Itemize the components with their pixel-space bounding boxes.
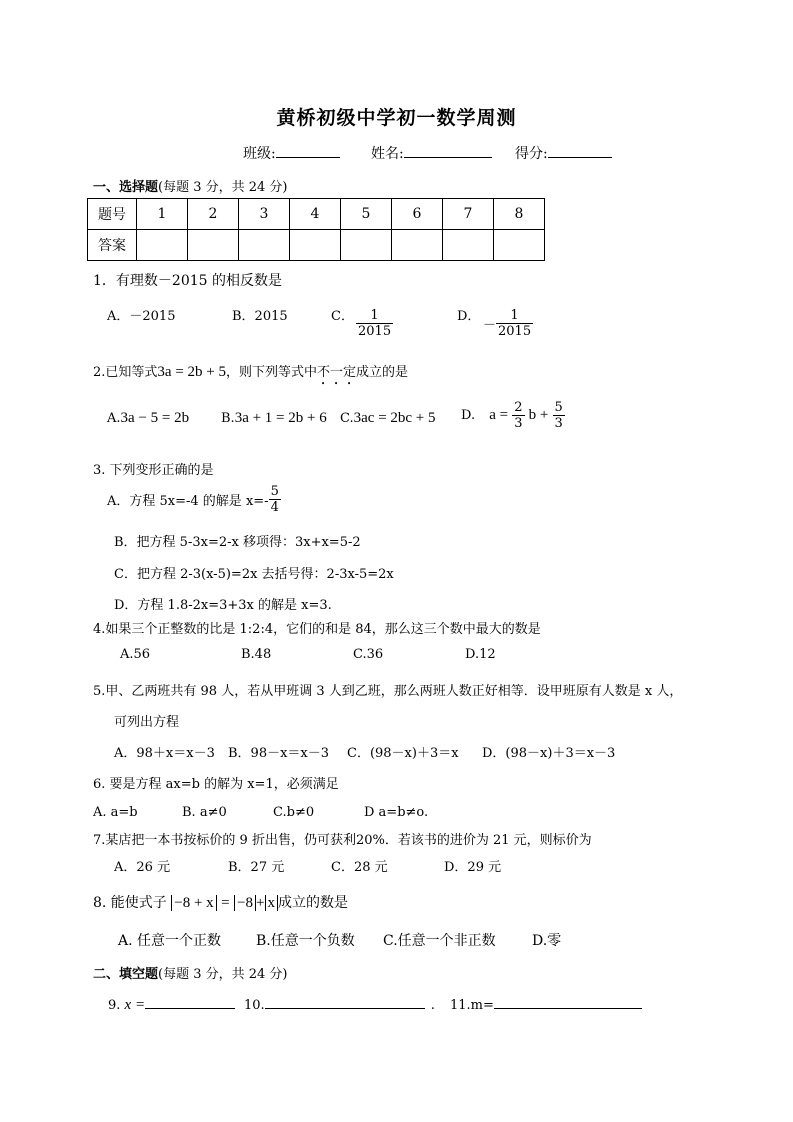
- q2-option-a: A.3a − 5 = 2b: [107, 410, 190, 426]
- table-row: [88, 230, 545, 261]
- q2-option-d: D. a = $\frac{2}{3}$ b + $\frac{5}{3}$: [461, 400, 563, 431]
- table-cell: 2: [188, 199, 239, 230]
- answer-cell[interactable]: [188, 230, 239, 261]
- table-row: [88, 199, 545, 230]
- q7-stem: 7.某店把一本书按标价的 9 折出售，仍可获利20%．若该书的进价为 21 元，则标价为: [93, 833, 592, 848]
- q5-option-b: B．98－x＝x－3: [228, 746, 330, 761]
- q2-stem: 2.已知等式3a = 2b + 5，则下列等式中不一定成立的是: [93, 364, 409, 380]
- q1-option-d-fraction: － $\frac{1}{2015}$: [483, 308, 532, 339]
- q7-option-b: B．27 元: [228, 860, 285, 875]
- q8-option-c: C.任意一个非正数: [383, 933, 496, 949]
- answer-cell[interactable]: [392, 230, 443, 261]
- table-cell: 7: [443, 199, 494, 230]
- table-cell: 6: [392, 199, 443, 230]
- table-cell: 1: [137, 199, 188, 230]
- answer-cell[interactable]: [137, 230, 188, 261]
- class-label: 班级:: [243, 146, 276, 162]
- q7-option-c: C．28 元: [331, 860, 388, 875]
- q3-option-d: D．方程 1.8-2x=3+3x 的解是 x=3.: [114, 598, 332, 613]
- answer-table: [87, 198, 545, 261]
- q6-option-a: A. a=b: [93, 805, 138, 820]
- answer-cell[interactable]: [290, 230, 341, 261]
- fill-q9[interactable]: 9. x =: [108, 994, 235, 1014]
- q8-option-b: B.任意一个负数: [256, 933, 355, 949]
- name-field[interactable]: [371, 143, 492, 163]
- q4-option-c: C.36: [353, 647, 384, 662]
- q1-option-b: B．2015: [232, 309, 288, 324]
- q3-option-b: B．把方程 5-3x=2-x 移项得：3x+x=5-2: [114, 535, 361, 550]
- q1-option-a: A．－2015: [107, 309, 176, 324]
- q3-stem: 3. 下列变形正确的是: [93, 463, 214, 478]
- section1-heading: 一、选择题(每题 3 分，共 24 分): [93, 180, 288, 195]
- name-blank[interactable]: [404, 143, 492, 158]
- score-field[interactable]: [515, 143, 612, 163]
- answer-cell[interactable]: [341, 230, 392, 261]
- q6-option-d: D a=b≠o.: [364, 805, 429, 820]
- q8-option-d: D.零: [532, 933, 562, 949]
- table-header-cell: 答案: [88, 230, 137, 261]
- q6-option-b: B. a≠0: [182, 805, 227, 820]
- q4-option-b: B.48: [241, 647, 272, 662]
- answer-cell[interactable]: [443, 230, 494, 261]
- table-cell: 4: [290, 199, 341, 230]
- q2-option-c: C.3ac = 2bc + 5: [340, 410, 436, 426]
- answer-cell[interactable]: [494, 230, 545, 261]
- q6-option-c: C.b≠0: [273, 805, 315, 820]
- q3-option-c: C．把方程 2-3(x-5)=2x 去括号得：2-3x-5=2x: [114, 567, 394, 582]
- score-blank[interactable]: [548, 143, 612, 158]
- q1-option-d-label: D．: [457, 309, 481, 324]
- q1-stem: 1．有理数－2015 的相反数是: [93, 273, 282, 289]
- q1-option-c-label: C．: [331, 309, 354, 324]
- name-label: 姓名:: [371, 146, 404, 162]
- table-cell: 8: [494, 199, 545, 230]
- q7-option-d: D．29 元: [444, 860, 502, 875]
- page-title: 黄桥初级中学初一数学周测: [276, 107, 517, 129]
- q5-option-c: C．(98－x)＋3＝x: [347, 746, 459, 761]
- table-header-cell: 题号: [88, 199, 137, 230]
- q5-stem: 5.甲、乙两班共有 98 人，若从甲班调 3 人到乙班，那么两班人数正好相等．设甲班原有人数是 x 人，: [93, 684, 683, 699]
- class-field[interactable]: [243, 143, 340, 163]
- q4-stem: 4.如果三个正整数的比是 1:2:4，它们的和是 84，那么这三个数中最大的数是: [93, 622, 541, 637]
- fill-q11[interactable]: 11.m=: [450, 994, 642, 1013]
- score-label: 得分:: [515, 146, 548, 162]
- q9-blank[interactable]: [145, 994, 235, 1009]
- q8-stem: 8. 能使式子 −8 + x = −8 + x 成立的数是: [93, 895, 348, 911]
- q5-stem-cont: 可列出方程: [114, 715, 180, 730]
- table-cell: 3: [239, 199, 290, 230]
- q4-option-a: A.56: [120, 647, 151, 662]
- q8-option-a: A. 任意一个正数: [118, 933, 222, 949]
- q7-option-a: A．26 元: [114, 860, 171, 875]
- answer-cell[interactable]: [239, 230, 290, 261]
- q3-option-a: A．方程 5x=-4 的解是 x=- $\frac{5}{4}$: [107, 484, 279, 515]
- q1-option-c-fraction: $\frac{1}{2015}$: [358, 308, 392, 339]
- section2-heading: 二、填空题(每题 3 分，共 24 分): [93, 967, 288, 982]
- q4-option-d: D.12: [465, 647, 496, 662]
- fill-q10[interactable]: 10. .: [244, 994, 435, 1013]
- q5-option-d: D．(98－x)＋3＝x－3: [482, 746, 616, 761]
- q6-stem: 6. 要是方程 ax=b 的解为 x=1，必须满足: [93, 777, 339, 792]
- class-blank[interactable]: [276, 143, 340, 158]
- q10-blank[interactable]: [265, 994, 425, 1009]
- q2-option-b: B.3a + 1 = 2b + 6: [221, 410, 327, 426]
- table-cell: 5: [341, 199, 392, 230]
- q5-option-a: A．98＋x＝x－3: [114, 746, 215, 761]
- q11-blank[interactable]: [494, 994, 642, 1009]
